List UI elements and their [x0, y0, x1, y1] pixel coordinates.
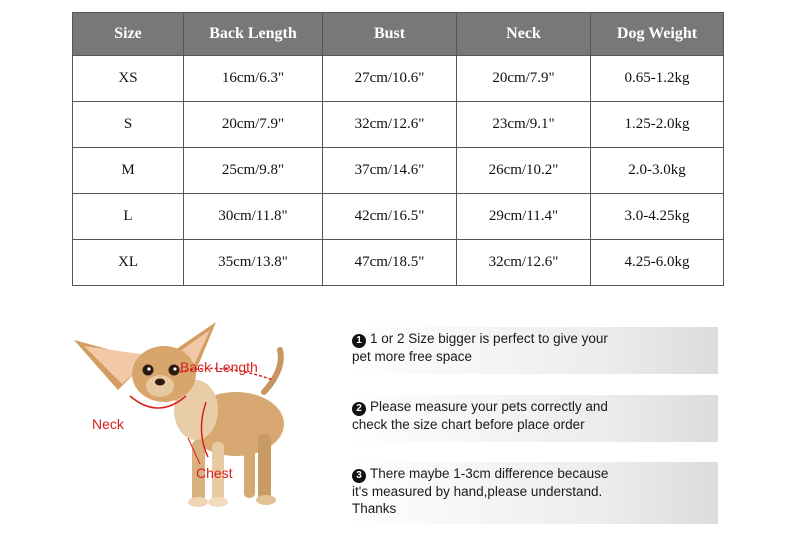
- note-1-line-2: pet more free space: [352, 349, 473, 364]
- neck-label: Neck: [92, 416, 124, 432]
- cell-dog-weight: 0.65-1.2kg: [591, 56, 724, 102]
- note-2-line-2: check the size chart before place order: [352, 417, 585, 432]
- note-2-line-1: Please measure your pets correctly and: [370, 399, 608, 414]
- size-chart-table: [72, 12, 724, 286]
- cell-back-length: 30cm/11.8": [184, 194, 323, 240]
- cell-back-length: 25cm/9.8": [184, 148, 323, 194]
- table-row: [73, 56, 724, 102]
- dog-measurement-diagram: [68, 312, 318, 524]
- note-1-line-1: 1 or 2 Size bigger is perfect to give your: [370, 331, 608, 346]
- cell-neck: 23cm/9.1": [457, 102, 591, 148]
- table-row: [73, 102, 724, 148]
- number-1-icon: 1: [352, 334, 366, 348]
- note-2: [346, 395, 718, 442]
- note-3: [346, 462, 718, 524]
- table-header-row: [73, 13, 724, 56]
- cell-neck: 20cm/7.9": [457, 56, 591, 102]
- header-size: Size: [73, 13, 184, 56]
- cell-bust: 42cm/16.5": [323, 194, 457, 240]
- cell-dog-weight: 3.0-4.25kg: [591, 194, 724, 240]
- header-neck: Neck: [457, 13, 591, 56]
- header-back-length: Back Length: [184, 13, 323, 56]
- chihuahua-illustration: [74, 322, 284, 507]
- cell-size: XS: [73, 56, 184, 102]
- back-length-label: Back Length: [180, 359, 258, 375]
- note-1: [346, 327, 718, 374]
- note-3-line-1: There maybe 1-3cm difference because: [370, 466, 609, 481]
- note-3-line-3: Thanks: [352, 501, 397, 516]
- cell-back-length: 20cm/7.9": [184, 102, 323, 148]
- cell-bust: 32cm/12.6": [323, 102, 457, 148]
- cell-neck: 26cm/10.2": [457, 148, 591, 194]
- chest-label: Chest: [196, 465, 233, 481]
- cell-dog-weight: 4.25-6.0kg: [591, 240, 724, 286]
- cell-bust: 37cm/14.6": [323, 148, 457, 194]
- number-3-icon: 3: [352, 469, 366, 483]
- cell-back-length: 35cm/13.8": [184, 240, 323, 286]
- cell-neck: 29cm/11.4": [457, 194, 591, 240]
- header-bust: Bust: [323, 13, 457, 56]
- cell-dog-weight: 2.0-3.0kg: [591, 148, 724, 194]
- number-2-icon: 2: [352, 402, 366, 416]
- table-row: [73, 194, 724, 240]
- cell-bust: 47cm/18.5": [323, 240, 457, 286]
- cell-size: L: [73, 194, 184, 240]
- cell-size: M: [73, 148, 184, 194]
- cell-neck: 32cm/12.6": [457, 240, 591, 286]
- note-3-line-2: it's measured by hand,please understand.: [352, 484, 603, 499]
- header-dog-weight: Dog Weight: [591, 13, 724, 56]
- cell-back-length: 16cm/6.3": [184, 56, 323, 102]
- cell-size: XL: [73, 240, 184, 286]
- cell-bust: 27cm/10.6": [323, 56, 457, 102]
- cell-size: S: [73, 102, 184, 148]
- table-row: [73, 148, 724, 194]
- table-row: [73, 240, 724, 286]
- cell-dog-weight: 1.25-2.0kg: [591, 102, 724, 148]
